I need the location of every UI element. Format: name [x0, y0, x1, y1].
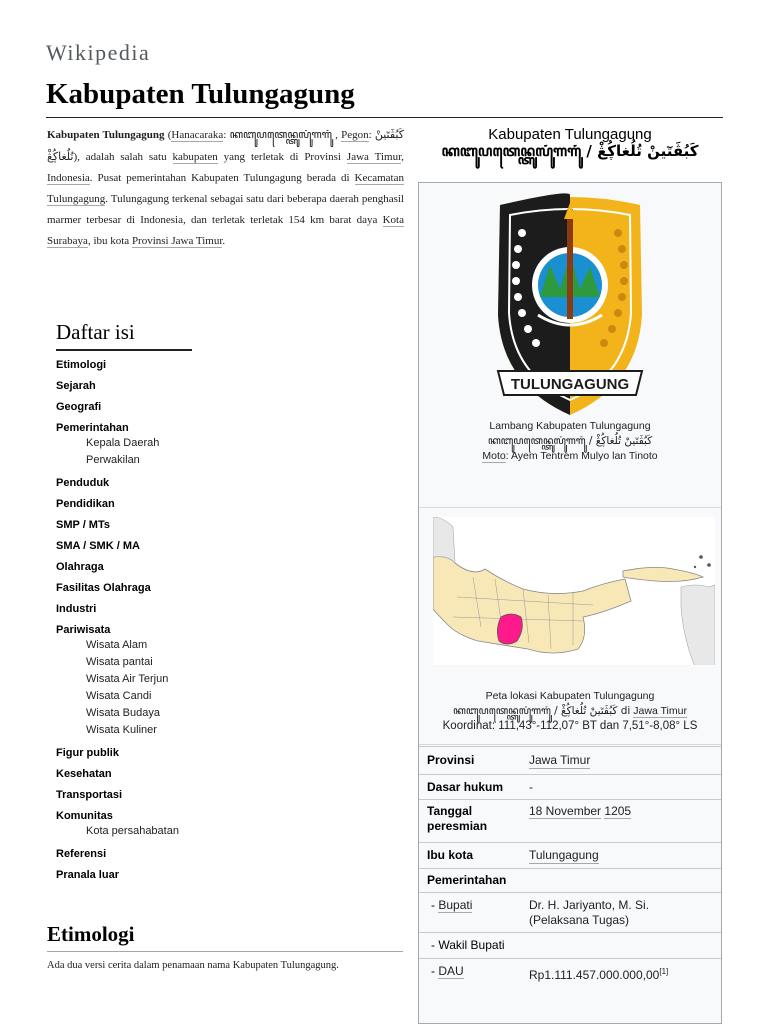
row-value	[529, 964, 668, 983]
toc-item[interactable]: Referensi	[56, 848, 107, 860]
dash: -	[431, 898, 439, 912]
map-block	[419, 509, 721, 745]
row-bupati	[419, 892, 721, 932]
infobox-caption	[418, 126, 722, 160]
row-label: - Wakil Bupati	[431, 938, 505, 952]
kecamatan-tulungagung-link[interactable]: Kecamatan Tulungagung	[47, 172, 404, 205]
toc-subitem[interactable]: Kota persahabatan	[86, 825, 179, 837]
row-ibu-kota	[419, 842, 721, 868]
row-wakil-bupati	[419, 932, 721, 958]
dau-link[interactable]: DAU	[438, 964, 464, 978]
dau-value: Rp1.111.457.000.000,00	[529, 968, 660, 982]
row-label: Tanggal peresmian	[427, 804, 488, 833]
tanggal-link[interactable]: 18 November	[529, 804, 602, 818]
comma: ,	[335, 129, 338, 141]
period: .	[222, 235, 226, 247]
toc-item[interactable]: Penduduk	[56, 477, 110, 489]
toc-subitem[interactable]: Wisata Air Terjun	[86, 673, 169, 685]
toc-subitem[interactable]: Kepala Daerah	[86, 437, 160, 449]
jawa-timur-link[interactable]: Jawa Timur	[346, 151, 402, 163]
citation-ref[interactable]: [1]	[659, 967, 669, 976]
toc-item[interactable]: Industri	[56, 603, 97, 615]
row-dasar-hukum	[419, 774, 721, 799]
toc-subitem[interactable]: Wisata Candi	[86, 690, 152, 702]
intro-bold-name: Kabupaten Tulungagung	[47, 129, 165, 141]
dash: -	[431, 964, 439, 978]
colon: :	[368, 129, 372, 141]
emblem-banner-text: TULUNGAGUNG	[510, 376, 630, 393]
ibu-kota-value-link[interactable]: Tulungagung	[529, 848, 599, 862]
intro-text: , ibu kota	[87, 235, 130, 247]
provinsi-value-link[interactable]: Jawa Timur	[529, 753, 591, 767]
row-pemerintahan	[419, 868, 721, 892]
toc-item[interactable]: SMA / SMK / MA	[56, 540, 140, 552]
row-value: -	[529, 780, 533, 794]
map-jawa-timur-link[interactable]: Jawa Timur	[633, 705, 687, 717]
toc-item[interactable]: Fasilitas Olahraga	[56, 582, 151, 594]
row-label: Provinsi	[427, 753, 475, 767]
pegon-script-text: كَبُڤَتٓينْ تُلُغاڮُڠْ	[47, 128, 404, 163]
toc-subitem[interactable]: Wisata Kuliner	[86, 724, 157, 736]
bupati-link[interactable]: Bupati	[438, 898, 473, 912]
toc-item[interactable]: Olahraga	[56, 561, 104, 573]
intro-text: ), adalah salah satu	[73, 151, 167, 163]
toc-item[interactable]: SMP / MTs	[56, 519, 110, 531]
toc-item[interactable]: Transportasi	[56, 789, 123, 801]
intro-text: . Tulungagung terkenal sebagai satu dari beberapa daerah penghasil marmer terbesar di Indonesia, dan terletak terletak 154 km barat daya	[47, 193, 404, 226]
toc-subitem[interactable]: Wisata Alam	[86, 639, 148, 651]
toc-subitem[interactable]: Wisata Budaya	[86, 707, 160, 719]
intro-text: . Pusat pemerintahan Kabupaten Tulungagung berada di	[89, 172, 350, 184]
row-tanggal-peresmian	[419, 799, 721, 842]
table-of-contents	[56, 320, 356, 882]
toc-item[interactable]: Etimologi	[56, 359, 107, 371]
javanese-script-text: ꦏꦧꦸꦥꦠꦺꦤ꧀ꦠꦸꦭꦸꦁꦒꦒꦸꦁ	[229, 129, 332, 141]
section-heading-etimologi: Etimologi	[47, 922, 403, 952]
row-label	[431, 964, 464, 979]
wikipedia-logo[interactable]: Wikipedia	[46, 40, 151, 65]
infobox-caption-name: Kabupaten Tulungagung	[488, 126, 652, 143]
kabupaten-link[interactable]: kabupaten	[172, 151, 218, 163]
comma: ,	[401, 151, 405, 163]
paren: (	[167, 129, 172, 141]
toc-item[interactable]: Sejarah	[56, 380, 96, 392]
infobox-caption-script: ꦏꦧꦸꦥꦠꦺꦤ꧀ꦠꦸꦭꦸꦁꦒꦒꦸꦁ / كَبُڤَتٓينْ تُلُغاڮُڠْ	[441, 142, 699, 160]
toc-item[interactable]: Pendidikan	[56, 498, 115, 510]
toc-title: Daftar isi	[56, 320, 192, 351]
pegon-link[interactable]: Pegon	[341, 129, 369, 141]
motto-line	[419, 449, 721, 464]
row-label	[431, 898, 472, 913]
row-label: Dasar hukum	[427, 780, 504, 794]
map-script: ꦏꦧꦸꦥꦠꦺꦤ꧀ꦠꦸꦭꦸꦁꦒꦒꦸꦁ / كَبُڤَتٓينْ تُلُغاڮُڠْ di	[453, 705, 631, 717]
emblem-caption-block	[419, 419, 721, 464]
kota-surabaya-link[interactable]: Kota Surabaya	[47, 214, 404, 247]
row-value	[529, 804, 631, 819]
indonesia-link[interactable]: Indonesia	[47, 172, 90, 184]
map-caption: Peta lokasi Kabupaten Tulungagung	[485, 690, 655, 702]
colon: :	[223, 129, 227, 141]
toc-list	[56, 358, 356, 882]
row-dau	[419, 958, 721, 998]
toc-item[interactable]: Figur publik	[56, 747, 119, 759]
emblem-caption: Lambang Kabupaten Tulungagung	[489, 420, 651, 432]
page-title: Kabupaten Tulungagung	[46, 78, 723, 118]
row-label: Ibu kota	[427, 848, 474, 862]
toc-item[interactable]: Komunitas	[56, 810, 113, 822]
row-provinsi	[419, 746, 721, 774]
row-label: Pemerintahan	[427, 873, 507, 887]
emblem-block	[419, 183, 721, 508]
toc-item[interactable]: Geografi	[56, 401, 102, 413]
location-map[interactable]	[433, 517, 715, 665]
map-caption-block	[419, 689, 721, 734]
toc-item[interactable]: Pemerintahan	[56, 422, 129, 434]
intro-text: yang terletak di Provinsi	[223, 151, 341, 163]
toc-item[interactable]: Pariwisata	[56, 624, 111, 636]
tahun-link[interactable]: 1205	[604, 804, 632, 818]
toc-subitem[interactable]: Wisata pantai	[86, 656, 153, 668]
coordinates: Koordinat: 111,43°-112,07° BT dan 7,51°-8,08° LS	[442, 720, 698, 732]
hanacaraka-link[interactable]: Hanacaraka	[171, 129, 224, 141]
toc-item[interactable]: Pranala luar	[56, 869, 119, 881]
intro-paragraph	[47, 124, 404, 252]
toc-subitem[interactable]: Perwakilan	[86, 454, 140, 466]
row-value: Dr. H. Jariyanto, M. Si. (Pelaksana Tugas)	[529, 898, 650, 927]
infobox	[418, 182, 722, 1024]
etimologi-paragraph: Ada dua versi cerita dalam penamaan nama Kabupaten Tulungagung.	[47, 960, 339, 971]
motto-text: : Ayem Tentrem Mulyo lan Tinoto	[505, 450, 658, 462]
emblem-image[interactable]	[470, 185, 670, 420]
emblem-script: ꦏꦧꦸꦥꦠꦺꦤ꧀ꦠꦸꦭꦸꦁꦒꦒꦸꦁ / كَبُڤَتٓينْ تُلُغاڮُڠْ	[487, 435, 653, 447]
motto-link[interactable]: Moto	[482, 450, 506, 462]
map-script-line	[419, 704, 721, 719]
provinsi-jawa-timur-link[interactable]: Provinsi Jawa Timur	[131, 235, 223, 247]
toc-item[interactable]: Kesehatan	[56, 768, 112, 780]
